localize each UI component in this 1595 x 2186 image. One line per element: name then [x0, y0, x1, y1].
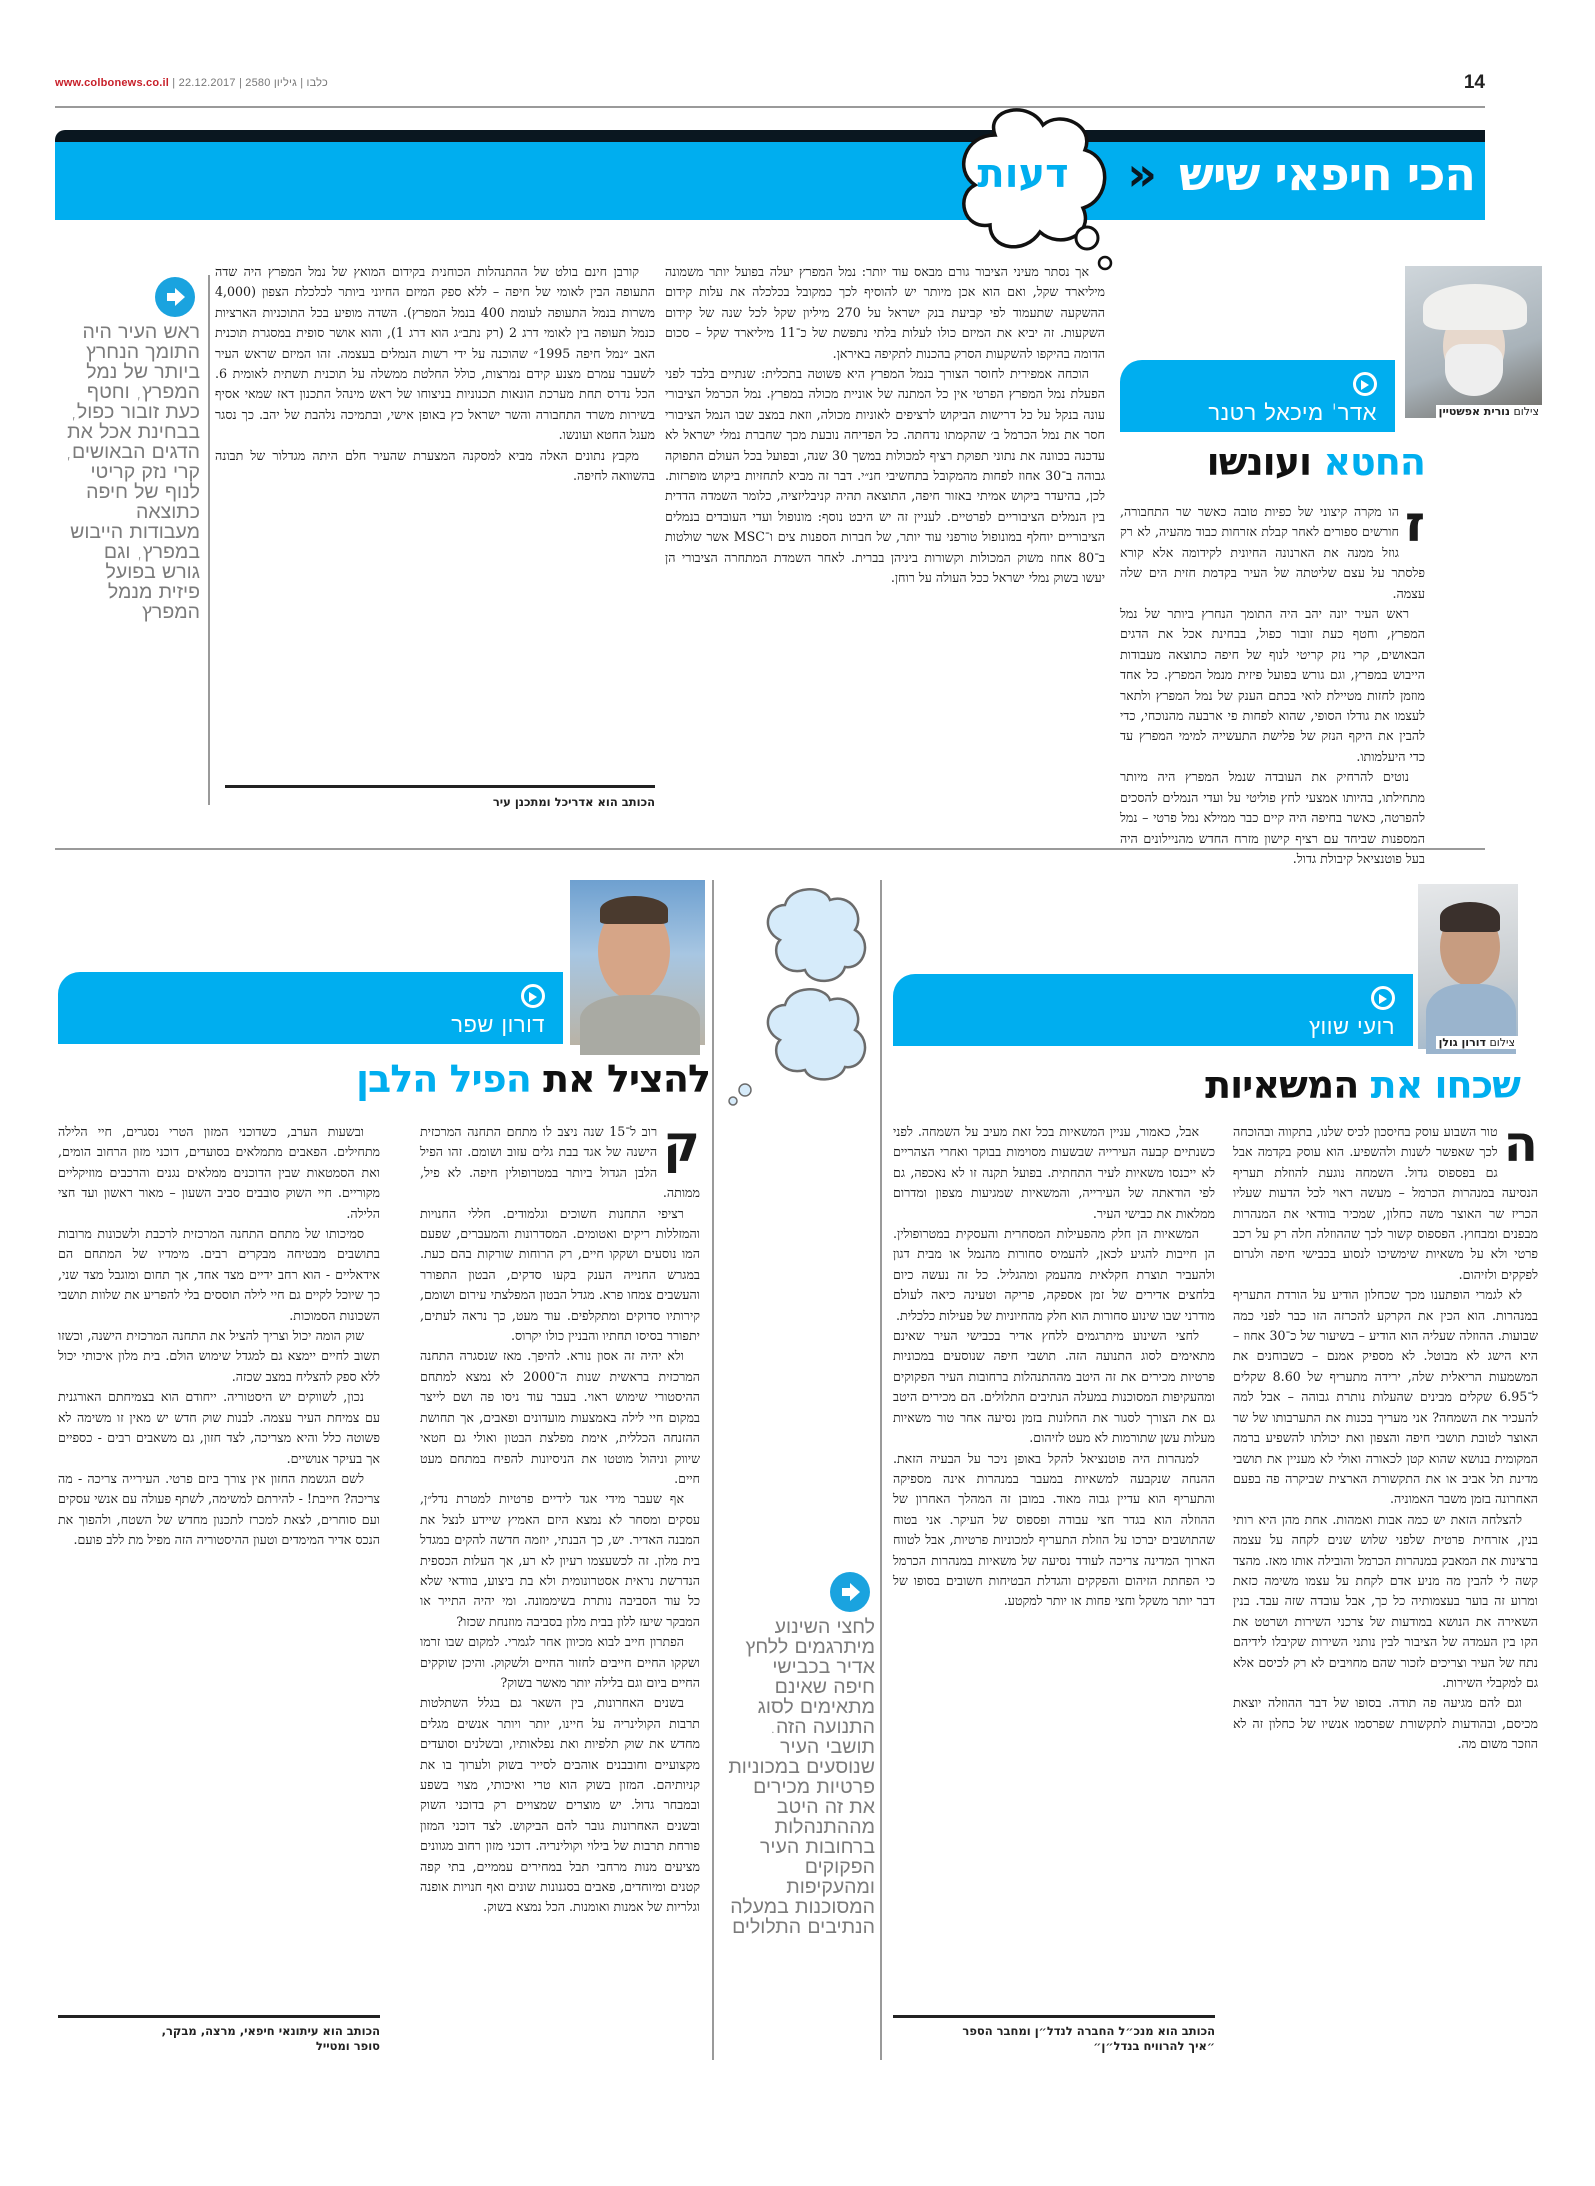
blue-thought-cloud-icon: [755, 885, 875, 1085]
bio-rule: [225, 785, 655, 788]
article2-column-2: אבל, כאמור, עניין המשאיות בכל זאת מעיב על השמחה. לפני כשנתיים קבעה העירייה שבשעות מסוימות בבוקר ואחרי הצהריים לא ייכנסו משאיות לעיר התחתית. בפועל תקנה זו לא נאכפה, גם לפי הודאתה של העירייה, והמשאיות שמגיעות מצפון ומדרום ממלאות את כבישי העיר. המשאיות הן חלק מהפעילות המסחרית והעסקית במטרופולין. הן חייבות להגיע לכאן, להעמיס סחורות מהנמל או מבית דגון ולהעביר תוצרת חקלאית מהעמק ומהגליל. כל זה נעשה כיום בלחצים אדירים של זמן אספקה, פריקה וטעינה כיאה לעולם מודרני שבו שינוע סחורות הוא חלק מהחיוניות של פעילות כלכלית. לחצי השינוע מיתרגמים ללחץ אדיר בכבישי העיר שאינם מתאימים לסוג התנועה הזה. תושבי חיפה שנוסעים במכוניות פרטיות מכירים את זה היטב מההתנהלות ברחובות העיר הפקוקים ומהעקיפות המסוכנות במעלה הנתיבים התלולים. הם מכירים היטב גם את הצורך לסגור את החלונות בזמן נסיעה אחר טור משאיות מעלות עשן שתורמות לא מעט לזיהום. למנהרות היה פוטנציאל להקל באופן ניכר על הבעיה הזאת. ההנחה שנקבעה למשאיות במעבר במנהרות אינה מספיקה והתעריף הוא עדיין גבוה מאוד. במובן זה המהלך האחרון של ההוזלה הוא בגדר חצי עבודה ופספוס של העיקר. אני בטוח שהתושבים יברכו על הוזלת התעריף למכוניות פרטיות, אבל לטווח הארוך המדינה צריכה לעודד נסיעה של משאיות במנהרות הכרמל כי הפחתת הזיהום והפקקים והגדלת הבטיחות חשובים בסופו של דבר יותר משקל וחצי פחות או יותר למקטע.: [893, 1124, 1215, 1609]
separator: |: [296, 77, 304, 89]
column-divider: [712, 880, 714, 2060]
article2-author-bio: הכותב הוא מנכ״ל החברה לנדל״ן ומחבר הספר ״איך להרוויח בנדל״ן״: [962, 2024, 1215, 2053]
author-name: אדר' מיכאל רטנר: [1208, 401, 1377, 426]
article1-headline: החטא ועונשו: [1206, 440, 1425, 484]
bio-rule: [58, 2015, 380, 2018]
article2-pull-quote: לחצי השינוע מיתרגמים ללחץ אדיר בכבישי חיפה שאינם מתאימים לסוג התנועה הזה. תושבי העיר שנוסעים במכוניות פרטיות מכירים את זה היטב מההתנהלות ברחובות העיר הפקוקים ומהעקיפות המסוכנות במעלה הנתיבים התלולים: [728, 1615, 875, 1938]
article2-headline: שכחו את המשאיות: [1205, 1063, 1520, 1107]
author-photo-doron-shafer: [570, 880, 705, 1045]
article3-headline: להציל את הפיל הלבן: [356, 1057, 710, 1101]
author-box-roi-shvetz: [893, 974, 1413, 1046]
article3-column-1: ק רוב ל־15 שנה ניצב לו מתחם התחנה המרכזית הישנה של אגד בבת גלים עזוב ושומם. זהו הפיל הלבן הגדול ביותר במטרופולין חיפה. לא פיל, ממותה. רציפי התחנות חשוכים וגלמודים. חללי החנויות והמזללות ריקים ואטומים. המסדרונות והמעברים, שפעם המו נוסעים ושקקו חיים, רק הרוחות שורקות בהם כעת. במגרש החנייה הענק בקעו סדקים, הבטון התפורר והעשבים צמחו פרא. מגדל הבטון המפלצתי עירום ושומם, קירותיו סדוקים ומתקלפים. עוד מעט, כך נראה לעתים, יתפורר בסיסו תחתיו והבניין כולו יקרוס. ולא יהיה זה אסון נורא. להיפך. מאז שנסגרה התחנה המרכזית בראשית שנות ה־2000 לא נמצא למתחם ההיסטורי שימוש ראוי. בעבר עוד ניסו פה ושם לייצר במקום חיי לילה באמצעות מועדונים ופאבים, אך תחושת ההזנחה הכללית, אימת מפלצת הבטון ואולי גם חטאי שיווק וניהול מוטטו את הניסיונות להפיח במתחם מעט חיים. אף שעבר מידי אגד לידיים פרטיות למטרת נדל״ן, עסקים ומסחר לא נמצא היזם האמיץ שיידע לנצל את המבנה האדיר. יש, כך הבנתי, יוזמה חדשה להקים במגדל בית מלון. זה לכשעצמו רעיון לא רע, אך העלות הכספית הנדרשת נראית אסטרונומית ולא בת ביצוע, בוודאי שלא כל עוד הסביבה נותרת בשיממונה. ומי יהיה התייר או המבקר שיעז ללון בבית מלון בסביבה מוזנחת שכזו? הפתרון חייב לבוא מכיוון אחר לגמרי. למקום שבו זרמו ושקקו החיים חייבים לחזור החיים ולשקוק. והיכן שוקקים החיים ביום וגם בלילה יותר מאשר בשוק? בשנים האחרונות, בין השאר גם בגלל השתלטות תרבות הקולינריה על חיינו, יותר ויותר אנשים מגלים מחדש את שוק תלפיות ואת נפלאותיו, ובשלנים וסועדים מקצועיים וחובבנים אוהבים לסייר בשוק ולערוך בו את קניותיהם. המזון בשוק הוא טרי ואיכותי, מצוי בשפע ובמבחר גדול. יש מוצרים שמצויים רק בדוכני השוק ובשנים האחרונות גובר להם הביקוש. לצד דוכני המזון פורחת תרבות של בילוי וקולינריה. דוכני מזון רחוב מגוונים מציעים מנות מרחבי תבל במחירים עממיים, בתי קפה קטנים ומיוחדים, פאבים בסגנונות שונים ואף חנויות אופנה וגלריות של אמנות ואומנות. הכל נמצא בשוק.: [420, 1115, 700, 1915]
header-rule: [55, 106, 1485, 108]
article1-pull-quote: ראש העיר היה התומך הנחרץ ביותר של נמל המפרץ, וחטף כעת זובור כפול, בבחינת אכל את הדגים הבאושים, קרי נזק קריטי לנוף של חיפה כתוצאה מעבודות הייבוש במפרץ, וגם גורש בפועל פיזית מנמל המפרץ: [65, 320, 200, 623]
site-url[interactable]: www.colbonews.co.il: [55, 77, 170, 89]
drop-cap: ק: [663, 1115, 700, 1173]
article1-author-bio: הכותב הוא אדריכל ומתכנן עיר: [492, 795, 655, 809]
article3-column-2: ובשעות הערב, כשדוכני המזון הטרי נסגרים, חיי הלילה מתחילים. הפאבים מתמלאים בסועדים, דוכני מזון הרחוב הומים, ואת הסמטאות שבין הדוכנים ממלאים נגנים והרכבים מוזיקליים מקוריים. חיי השוק סובבים סביב השעון – מאור ראשון ועד חצי הלילה. סמיכותו של מתחם התחנה המרכזית לרכבת ולשכונות מרובות בתושבים מבטיחה מבקרים רבים. מימדיו של המתחם הם אידאליים - הוא רחב ידיים מצד אחד, אך תחום ומוגבל מצד שני, כך שיוכל לקיים גם חיי לילה תוססים בלי להפריע את שלוות תושבי השכונות הסמוכות. שוק הומה יכול וצריך להציל את התחנה המרכזית הישנה, וכשזו תשוב לחיים יימצא גם למגדל שימוש הולם. בית מלון איכותי יכול ללא ספק להצליח במצב שכזה. נכון, לשווקים יש היסטוריה. ייחודם הוא בצמיחתם האורגנית עם צמיחת העיר עצמה. לבנות שוק חדש יש מאין זו משימה לא פשוטה כלל והיא מצריכה, לצד חזון, גם משאבים רבים - כספיים אך בעיקר אנושיים. לשם הגשמת החזון אין צורך ביזם פרטי. העירייה צריכה - מה צריכה? חייבת! - להירתם למשימה, לשתף פעולה עם אנשי עסקים ועם סוחרים, לצאת למכרז לתכנון מחדש של השטח, ולהפוך את הנכס אדיר המימדים וטעון ההיסטוריה הזה מפיל מת ללב פועם.: [58, 1124, 380, 1548]
author-photo-roi-shvetz: [1418, 884, 1518, 1049]
drop-cap: ז: [1404, 495, 1425, 553]
author-name: רועי שווץ: [1308, 1015, 1395, 1040]
issue-number: גיליון 2580: [245, 77, 297, 89]
author-name: דורון שפר: [451, 1013, 545, 1038]
article2-column-1: ה טור השבוע עוסק בחיסכון לכיס שלנו, בתקווה ובהוכחה לכך שאפשר לשנות ולהשפיע. הוא עוסק בקדמה אבל גם בפספוס גדול. השמחה נוגעת להוזלת תעריף הנסיעה במנהרות הכרמל – מעשה ראוי לכל הדעות שעליו הכריז שר האוצר משה כחלון, שמכיר בוודאי את המנהרות מבפנים ומבחוץ. הפספוס קשור לכך שההוזלה חלה רק על רכב פרטי ולא על משאיות שימשיכו לנסוע בכבישי חיפה ולגרום לפקקים ולזיהום. לא לגמרי הופתענו מכך שכחלון הודיע על הורדת התעריף במנהרות. הוא הכין את הקרקע להכרזה הזו כבר לפני כמה שבועות. ההוזלה שעליה הוא הודיע – בשיעור של כ־30 אחוז – היא הישג לא מבוטל. לא מספיק אמנם – כשבוחנים את המשמעות הריאלית שלה, ירידה מתעריף של 8.60 שקלים ל־6.95 שקלים מבינים שהעלות נותרת גבוהה – אבל למה להעכיר את השמחה? אני מעריך בכנות את התערבותו של שר האוצר לטובת תושבי חיפה והצפון ואת יכולתו להשפיע ברמה המקומית בנושא שהוא קטן לכאורה ואולי לא מעניין את תושבי מדינת תל אביב או את התקשורת הארצית שביקרה פה בפעם האחרונה בזמן משבר האמוניה. להצלחה הזאת יש כמה אבות ואמהות. אחת מהן היא רותי בנין, אזרחית פרטית שלפני שלוש שנים לקחה על עצמה ברצינות את המאבק במנהרות הכרמל והובילה אותו מאז. מהצד קשה לי להבין מה מניע אדם לקחת על עצמו משימה כזאת ומרוע זה בוער בעצמותיה כל כך, אבל עובדה שזה עבד. בנין השאירה את הנושא במודעות של צרכני השירות ושרטט את הקו בין העמדה של הציבור לבין נותני השירות שקיבלו לידיהם נתח של העיר וצריכים לזכור שהם מחויבים לא רק לכיסם אלא גם למקבלי השירות. וגם להם מגיעה פה תודה. בסופו של דבר ההוזלה יוצאת מכיסם, ובהודעות לתקשורת שפרסמו אנשיו של כחלון זה לא הוזכר משום מה.: [1233, 1115, 1538, 1752]
banner-title: [1127, 147, 1475, 201]
article1-column-3: קורבן חינם בולט של ההתנהלות הכוחנית בקידום המואץ של נמל המפרץ היה שדה התעופה הבין לאומי של חיפה – ללא ספק המיזם החיוני ביותר לכלכלת הצפון (4,000 משרות בנמל התעופה לעומת 400 בנמל המפרץ). השדה מופיע בכל התוכניות הארציות כנמל תעופה בין לאומי דרג 2 (רק נתב״ג הוא דרג 1), והוא אושר סופית במסגרת תוכנית האב ״נמל חיפה 1995״ שהוכנה על ידי רשות הנמלים בעצמה. זהו המיזם שראש העיר לשעבר עמרם מצנע קידם נמרצות, כולל החלטת ממשלה על תוכנית תשתית לאומית 6. הכל נדרס תחת מערכת הונאות תכנוניות בניצוחו של ראש מינהל התכנון דאז שמאי אסיף בשירות משרד התחבורה והשר ישראל כץ באופן אישי, ובתמיכה נלהבת של יהב. כך נסגר מעגל החטא ועונשו. מקבץ נתונים האלה מביא למסקנה המצערת שהעיר חלם היתה מגדלור של תבונה בהשוואה לחיפה.: [215, 264, 655, 484]
drop-cap: ה: [1503, 1115, 1538, 1173]
article1-column-1: ז הו מקרה קיצוני של כפיות טובה כאשר שר התחבורה, חורשים ספורים לאחר קבלת אזרחות כבוד מהעיה, לא רק גוזל ממנה את הארנונה החיונית לקידומה אלא קורא פלסתר על עצם שליטתה של העיר בקדמת חזית הים שלה עצמה. ראש העיר יונה יהב היה התומך הנחרץ ביותר של נמל המפרץ, וחטף כעת זובור כפול, בבחינת אכל את הדגים הבאושים, קרי נזק קריטי לנוף של חיפה כתוצאה מעבודות הייבוש במפרץ, וגם גורש בפועל פיזית מנמל המפרץ. כל אחד מוזמן לחזות מטיילת לואי בכתם הענק של נמל המפרץ ולתאר לעצמו את גודלו הסופי, שהוא לפחות פי ארבעה מהנוכחי, כדי להבין את היקף הנזק של פלישת התעשייה למימי המפרץ עד כדי היעלמותו. נוטים להרחיק את העובדה שנמל המפרץ היה מיותר מתחילתו, בהיותו אמצעי לחץ פוליטי על ועדי הנמלים להסכים להפרטה, כאשר בחיפה היה קיים כבר ממילא נמל פרטי – נמל המספנות שביחד עם רציף קישון מזרח החדש מהניילונים היה בעל פוטנציאל קיבולת גדול.: [1120, 495, 1425, 866]
thought-bubble-dots-icon: [725, 1082, 755, 1108]
banner-top-stripe: [55, 130, 1485, 142]
section-divider: [55, 848, 1485, 850]
bio-rule: [893, 2015, 1215, 2018]
arrow-circle-icon: [1353, 372, 1377, 396]
double-chevron-icon: «: [1127, 147, 1156, 201]
arrow-circle-icon: [155, 277, 195, 317]
masthead-line: [55, 77, 328, 89]
article3-author-bio: הכותב הוא עיתונאי חיפאי, מרצה, מבקר, סופר ומטייל: [161, 2024, 380, 2053]
photo-credit: צילום נורית אפשטיין: [1436, 405, 1542, 418]
photo-credit: צילום דורון גולן: [1436, 1036, 1518, 1049]
banner-title-text: הכי חיפאי שיש: [1179, 147, 1475, 201]
separator: |: [172, 77, 179, 89]
column-divider: [880, 880, 882, 2060]
separator: |: [235, 77, 243, 89]
arrow-circle-icon: [1371, 986, 1395, 1010]
column-divider: [208, 275, 210, 805]
article1-column-2: אך נסתר מעיני הציבור גורם מבאס עוד יותר: נמל המפרץ יעלה בפועל יותר משמונה מיליארד שקל, ואם הוא אכן מיותר יש להוסיף לכך כמקובל בכלכלה את עלות קידום ההשקעה שתעמוד לפי קביעת בנק ישראל על 270 מיליון שקל לכל שנה של קידום השקעות. זה יביא את המיזם כולו לעלות בלתי נתפשת של כ־11 מיליארד שקל – סכום הדומה בהיקפו להשקעות הסרק בהכנות לתקיפה באיראן. הוכחה אמפירית לחוסר הצורך בנמל המפרץ היא פשוטה בתכלית: שנתיים בלבד לפני הפעלת נמל המפרץ הפרטי אין כל המתנה של אוניית מכולה במפרץ. נמל הכרמל הציבורי עונה בנקל על כל דרישות הביקוש לרציפים לאוניות מכולה, וזאת במצב שבו הנמל הציבורי חסר את נמל הכרמל ב׳ שהקמתו נדחתה. כל הפדיחה נובעת מכך שחברת נמלי ישראל לא עדכנה בכוונה את נתוני תפוקת רציף למכולות במשך 30 שנה, ובפועל בכל העולם התפוקה גבוהה ב־30 אחוז לפחות מהמקובל בתחשיבי חנ״י. דבר זה מביא לתחזיות ביקוש מופרזות. לכן, בהיעדר ביקוש אמיתי באזור חיפה, התוצאה תהיה קניבליזציה, כלומר השמדה הדדית בין הנמלים הציבוריים לפרטיים. לעניין זה יש היבט נוסף: מונופול ועדי העובדים בנמלים הציבוריים יוחלף במונופול טורפני עוד יותר, של חברות הספנות צים ו־MSC אשר שולטות ב־80 אחוז משוק המכולות וקשורות ביניהן בברית. לאחר השמדת המתחרה הציבורי הן יעשו בשוק נמלי ישראל ככל העולה על רוחן.: [665, 264, 1106, 586]
publication-name: כלבו: [306, 77, 328, 89]
author-box-michael-ratner: [1120, 360, 1395, 432]
author-photo-michael-ratner: [1405, 266, 1542, 418]
author-box-doron-shafer: [58, 972, 563, 1044]
arrow-circle-icon: [830, 1572, 870, 1612]
arrow-circle-icon: [521, 984, 545, 1008]
section-label: דעות: [977, 151, 1069, 197]
issue-date: 22.12.2017: [178, 77, 236, 89]
page-number: 14: [1463, 72, 1485, 93]
